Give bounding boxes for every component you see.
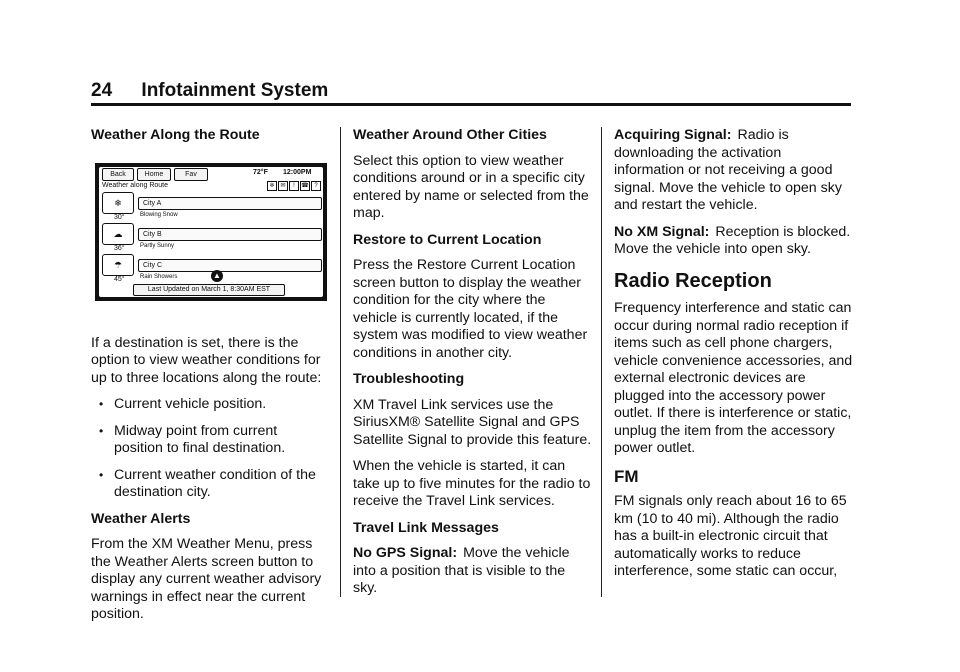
restore-heading: Restore to Current Location — [353, 231, 542, 248]
travel-link-heading: Travel Link Messages — [353, 519, 499, 536]
city-field[interactable]: City B — [138, 228, 322, 241]
term-text: Radio is downloading the activation information or not receiving a good signal. Move the vehicle to open sky and restart the vehicle. — [614, 127, 842, 213]
weather-route-heading: Weather Along the Route — [91, 127, 260, 143]
list-item[interactable] — [102, 222, 320, 256]
row-temp: 36° — [114, 245, 125, 252]
troubleshooting-heading: Troubleshooting — [353, 371, 465, 387]
city-field[interactable]: City A — [138, 197, 322, 210]
page-number: 24 — [91, 80, 113, 101]
term-label: No GPS Signal: — [353, 545, 458, 561]
help-icon[interactable]: ? — [311, 181, 321, 191]
alert-icon[interactable]: ! — [289, 181, 299, 191]
column-divider — [601, 127, 602, 597]
compass-icon[interactable]: ▲ — [211, 270, 223, 282]
home-button[interactable]: Home — [137, 168, 171, 181]
paragraph: Frequency interference and static can occur during normal radio reception if items such as cell phone chargers, vehicle convenience accessories, and external electronic devices are plugged into the accessory power outlet. If there is interference or static, unplug the item from the accessory power outlet. — [614, 300, 853, 456]
paragraph — [614, 127, 854, 215]
paragraph: When the vehicle is started, it can take up to five minutes for the radio to receive the Travel Link services. — [353, 458, 591, 509]
column-2 — [353, 127, 593, 607]
rain-icon: ☂ — [102, 254, 134, 276]
bullet-icon: • — [99, 397, 104, 411]
alerts-text: From the XM Weather Menu, press the Weather Alerts screen button to display any current weather advisory warnings in effect near the current position. — [91, 536, 322, 622]
term-text: Move the vehicle into a position that is visible to the sky. — [353, 545, 570, 596]
paragraph: XM Travel Link services use the SiriusXM® Satellite Signal and GPS Satellite Signal to provide this feature. — [353, 396, 592, 448]
paragraph — [353, 545, 593, 598]
snow-icon: ❄ — [102, 192, 134, 214]
row-temp: 45° — [114, 276, 125, 283]
bullet-text: Midway point from current position to final destination. — [114, 422, 286, 456]
paragraph: Select this option to view weather conditions around or in a specific city entered by name or selected from the map. — [353, 152, 589, 221]
row-condition: Rain Showers — [140, 274, 178, 280]
screen-title: Weather along Route — [102, 182, 169, 189]
mail-icon[interactable]: ✉ — [278, 181, 288, 191]
screen-display — [99, 167, 323, 297]
list-item — [91, 467, 327, 502]
bullet-text: Current weather condition of the destination city. — [114, 466, 316, 500]
partly-sunny-icon: ☁ — [102, 223, 134, 245]
term-label: No XM Signal: — [614, 223, 710, 240]
row-condition: Blowing Snow — [140, 212, 178, 218]
row-temp: 30° — [114, 214, 125, 221]
paragraph — [614, 224, 854, 259]
term-text: Reception is blocked. Move the vehicle into open sky. — [614, 223, 851, 257]
header-rule — [91, 103, 851, 106]
last-updated: Last Updated on March 1, 8:30AM EST — [133, 284, 285, 296]
clock-readout: 12:00PM — [283, 169, 312, 176]
paragraph: Press the Restore Current Location screen button to display the weather condition for the city where the vehicle is currently located, if the system was modified to view weather conditions in another city. — [353, 257, 588, 361]
bullet-icon: • — [99, 467, 104, 482]
column-3 — [614, 127, 854, 590]
category-icons — [267, 181, 321, 191]
bullet-icon: • — [99, 423, 104, 438]
intro-text: If a destination is set, there is the option to view weather conditions for up to three locations along the route: — [91, 334, 322, 386]
fm-heading: FM — [614, 466, 639, 486]
temperature-readout: 72°F — [253, 169, 268, 176]
list-item[interactable] — [102, 191, 320, 225]
phone-icon[interactable]: ☎ — [301, 183, 309, 189]
bullet-list — [91, 396, 327, 502]
weather-alerts-heading: Weather Alerts — [91, 510, 191, 527]
bullet-text: Current vehicle position. — [114, 396, 267, 412]
snow-category-icon[interactable]: ❄ — [267, 181, 277, 191]
term-label: Acquiring Signal: — [614, 127, 732, 143]
section-title: Infotainment System — [141, 80, 329, 101]
radio-reception-heading: Radio Reception — [614, 269, 772, 292]
list-item[interactable] — [102, 253, 320, 287]
paragraph: FM signals only reach about 16 to 65 km (10 to 40 mi). Although the radio has a built-in electronic circuit that automatically works to reduce interference, some static can occur, — [614, 493, 847, 579]
column-divider — [340, 127, 341, 597]
city-field[interactable]: City C — [138, 259, 322, 272]
fav-button[interactable]: Fav — [174, 168, 208, 181]
back-button[interactable]: Back — [102, 168, 134, 181]
row-condition: Partly Sunny — [140, 243, 175, 249]
list-item — [91, 396, 327, 414]
other-cities-heading: Weather Around Other Cities — [353, 127, 547, 143]
page-header — [91, 80, 328, 102]
list-item — [91, 423, 327, 458]
weather-screen-figure — [95, 163, 327, 301]
